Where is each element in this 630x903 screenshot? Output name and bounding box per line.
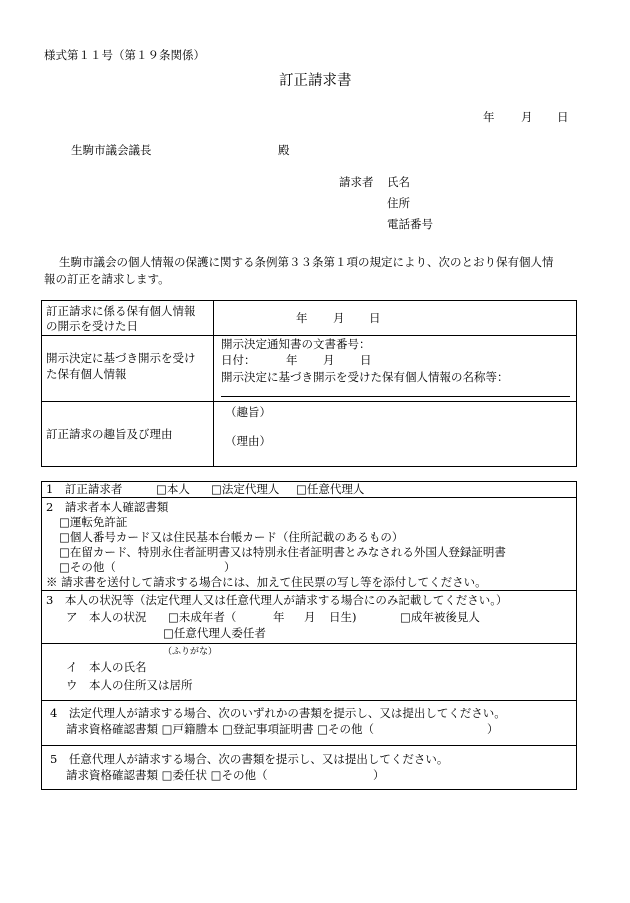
disclosure-year: 年 xyxy=(296,311,308,325)
notice-doc-number-label: 開示決定通知書の文書番号： xyxy=(221,337,371,351)
identity-docs-title: 2 請求者本人確認書類 xyxy=(46,500,169,514)
residence-card-checkbox[interactable]: □在留カード、特別永住者証明書又は特別永住者証明書とみなされる外国人登録証明書 xyxy=(59,545,506,559)
requester-type-legal-agent-checkbox[interactable]: □法定代理人 xyxy=(211,482,280,496)
minor-birth-day: 日生) xyxy=(329,610,357,624)
details-rule-1 xyxy=(41,497,577,498)
disclosure-date-label-1: 訂正請求に係る保有個人情報 xyxy=(46,304,196,318)
details-rule-2 xyxy=(41,590,577,591)
notice-day: 日 xyxy=(360,353,372,367)
mail-request-note: ※ 請求書を送付して請求する場合には、加えて住民票の写し等を添付してください。 xyxy=(46,575,487,589)
disclosed-info-name-underline xyxy=(221,396,570,397)
requester-type-self-checkbox[interactable]: □本人 xyxy=(156,482,190,496)
disclosure-table-rule-1 xyxy=(41,335,577,336)
intro-line-2: 報の訂正を請求します。 xyxy=(44,272,170,286)
correction-purpose-label: （趣旨） xyxy=(225,405,271,419)
notice-month: 月 xyxy=(323,353,335,367)
details-rule-3 xyxy=(41,643,577,644)
notice-date-label: 日付： xyxy=(221,353,256,367)
minor-checkbox[interactable]: □未成年者（ xyxy=(168,610,237,624)
other-docs-checkbox[interactable]: □その他（ xyxy=(59,560,116,574)
details-rule-5 xyxy=(41,745,577,746)
disclosure-day: 日 xyxy=(369,311,381,325)
details-rule-4 xyxy=(41,700,577,701)
voluntary-agent-docs-close: ） xyxy=(373,768,385,782)
minor-birth-year: 年 xyxy=(273,610,285,624)
voluntary-agent-docs-title: 5 任意代理人が請求する場合、次の書類を提示し、又は提出してください。 xyxy=(50,752,449,766)
voluntary-agent-docs-options[interactable]: 請求資格確認書類 □委任状 □その他（ xyxy=(66,768,268,782)
furigana-label: （ふりがな） xyxy=(163,647,218,657)
correction-reason-label: （理由） xyxy=(225,434,271,448)
date-day-label: 日 xyxy=(557,110,569,124)
notice-year: 年 xyxy=(286,353,298,367)
legal-agent-docs-close: ） xyxy=(487,722,499,736)
minor-birth-month: 月 xyxy=(304,610,316,624)
requester-type-label: 1 訂正請求者 xyxy=(46,482,123,496)
addressee-name: 生駒市議会議長 xyxy=(71,143,152,157)
disclosure-table-rule-2 xyxy=(41,401,577,402)
disclosed-info-label-1: 開示決定に基づき開示を受け xyxy=(46,351,196,365)
page-title: 訂正請求書 xyxy=(279,73,352,89)
legal-agent-docs-options[interactable]: 請求資格確認書類 □戸籍謄本 □登記事項証明書 □その他（ xyxy=(66,722,375,736)
disclosure-month: 月 xyxy=(333,311,345,325)
requester-label: 請求者 xyxy=(339,175,374,189)
legal-agent-docs-title: 4 法定代理人が請求する場合、次のいずれかの書類を提示し、又は提出してください。 xyxy=(50,706,506,720)
principal-status-label: ア 本人の状況 xyxy=(66,610,147,624)
date-month-label: 月 xyxy=(521,110,533,124)
principal-address-label: ウ 本人の住所又は居所 xyxy=(66,678,193,692)
form-number: 様式第１１号（第１９条関係） xyxy=(44,48,205,62)
other-docs-close: ） xyxy=(224,560,236,574)
requester-name-label: 氏名 xyxy=(387,175,410,189)
date-year-label: 年 xyxy=(483,110,495,124)
adult-ward-checkbox[interactable]: □成年被後見人 xyxy=(400,610,480,624)
requester-phone-label: 電話番号 xyxy=(387,217,433,231)
principal-status-title: 3 本人の状況等（法定代理人又は任意代理人が請求する場合にのみ記載してください。） xyxy=(46,593,508,607)
addressee-honorific: 殿 xyxy=(278,143,290,157)
drivers-license-checkbox[interactable]: □運転免許証 xyxy=(59,515,128,529)
disclosed-info-label-2: た保有個人情報 xyxy=(46,367,127,381)
disclosed-info-name-label: 開示決定に基づき開示を受けた保有個人情報の名称等： xyxy=(221,370,509,384)
correction-purpose-reason-label: 訂正請求の趣旨及び理由 xyxy=(46,427,173,441)
requester-type-voluntary-agent-checkbox[interactable]: □任意代理人 xyxy=(296,482,365,496)
requester-address-label: 住所 xyxy=(387,196,410,210)
intro-line-1: 生駒市議会の個人情報の保護に関する条例第３３条第１項の規定により、次のとおり保有個人情 xyxy=(59,255,554,269)
delegator-checkbox[interactable]: □任意代理人委任者 xyxy=(163,626,266,640)
principal-name-label: イ 本人の氏名 xyxy=(66,660,147,674)
my-number-card-checkbox[interactable]: □個人番号カード又は住民基本台帳カード（住所記載のあるもの） xyxy=(59,530,404,544)
disclosure-date-label-2: の開示を受けた日 xyxy=(46,319,138,333)
disclosure-table-divider xyxy=(213,300,214,467)
